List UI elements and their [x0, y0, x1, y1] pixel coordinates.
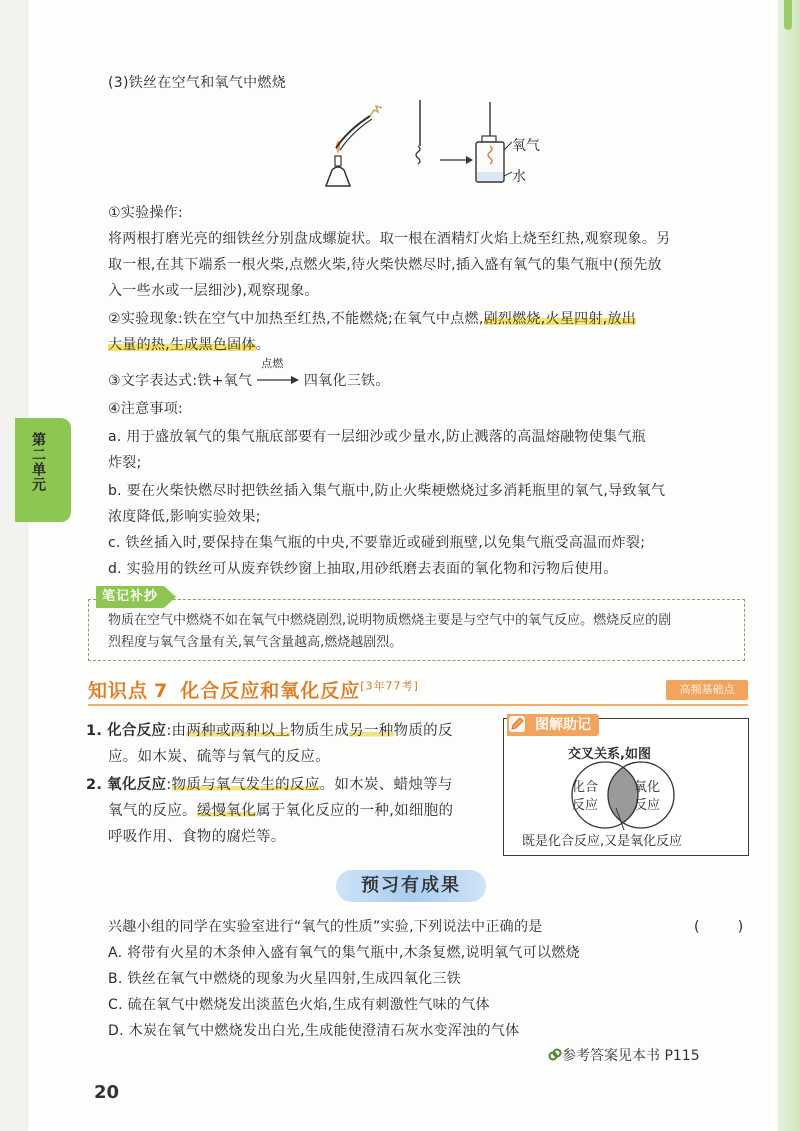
ops-heading: ①实验操作:: [108, 205, 184, 221]
answer-blank[interactable]: ( ): [694, 919, 744, 935]
diagram-caption: 既是化合反应,又是氧化反应: [522, 834, 683, 849]
definition-line: [86, 718, 453, 744]
definition-text: 。如木炭、蜡烛等与: [319, 777, 453, 793]
definition-term: 化合反应: [107, 723, 167, 739]
definition-highlight: 两种或两种以上: [186, 723, 290, 739]
venn-right-label: [634, 779, 660, 815]
note-b: 浓度降低,影响实验效果;: [108, 509, 261, 525]
phenomenon-highlight: 剧烈燃烧,火星四射,放出: [483, 311, 637, 327]
notes-heading: ④注意事项:: [108, 401, 184, 417]
phenomenon-line: [108, 306, 636, 332]
knowledge-number: 7: [154, 680, 169, 702]
definition-line: [108, 798, 453, 824]
section-title: (3)铁丝在空气和氧气中燃烧: [108, 75, 287, 91]
page-edge: [778, 0, 800, 1131]
definition-text: 物质生成: [289, 723, 350, 739]
label-water: 水: [512, 169, 526, 185]
definition-number: 1.: [86, 723, 103, 739]
option-a[interactable]: A. 将带有火星的木条伸入盛有氧气的集气瓶中,木条复燃,说明氧气可以燃烧: [108, 945, 580, 961]
definition-term: 氧化反应: [107, 777, 167, 793]
diagram-title: 交叉关系,如图: [568, 747, 651, 762]
diagram-tag: 图解助记: [507, 714, 599, 736]
venn-left-label: [572, 779, 598, 815]
knowledge-tag: [3年77考]: [360, 679, 419, 693]
pointer-line: [614, 808, 626, 830]
venn-right-label-line: 反应: [634, 798, 661, 813]
ops-line: 入一些水或一层细沙),观察现象。: [108, 283, 319, 299]
note-d: d. 实验用的铁丝可从废弃铁纱窗上抽取,用砂纸磨去表面的氧化物和污物后使用。: [108, 561, 618, 577]
note-box-line: 烈程度与氧气含量有关,氧气含量越高,燃烧越剧烈。: [108, 635, 403, 650]
word-equation: [108, 357, 390, 394]
definition-line: 应。如木炭、硫等与氧气的反应。: [108, 749, 330, 765]
equation-product: 四氧化三铁。: [303, 373, 390, 389]
gas-bottle-icon: [476, 102, 512, 182]
knowledge-prefix: 知识点: [88, 680, 149, 702]
label-oxygen: 氧气: [512, 138, 540, 154]
iron-wire-icon: [416, 100, 420, 164]
option-d[interactable]: D. 木炭在氧气中燃烧发出白光,生成能使澄清石灰水变浑浊的气体: [108, 1023, 520, 1039]
arrow-icon: [440, 156, 473, 164]
venn-left-label-line: 化合: [572, 780, 599, 795]
knowledge-divider: [88, 704, 748, 706]
pencil-icon: [508, 715, 526, 733]
knowledge-name: 化合反应和氧化反应: [180, 680, 361, 702]
note-b: b. 要在火柴快燃尽时把铁丝插入集气瓶中,防止火柴梗燃烧过多消耗瓶里的氧气,导致氧气: [108, 483, 666, 499]
link-icon: [548, 1048, 562, 1062]
definition-text: :由: [166, 723, 187, 739]
phenomenon-text: 。: [255, 337, 271, 353]
note-a: a. 用于盛放氧气的集气瓶底部要有一层细沙或少量水,防止溅落的高温熔融物使集气瓶: [108, 429, 646, 445]
definition-text: :: [166, 777, 172, 793]
venn-right-label-line: 氧化: [634, 780, 661, 795]
preview-banner: 预习有成果: [336, 870, 486, 902]
definition-text: 属于氧化反应的一种,如细胞的: [256, 803, 454, 819]
note-c: c. 铁丝插入时,要保持在集气瓶的中央,不要靠近或碰到瓶壁,以免集气瓶受高温而炸裂;: [108, 535, 646, 551]
alcohol-lamp-icon: [326, 140, 350, 186]
definition-highlight: 另一种: [349, 723, 394, 739]
definition-line: 呼吸作用、食物的腐烂等。: [108, 829, 286, 845]
reaction-condition: 点燃: [261, 357, 284, 370]
unit-side-tab[interactable]: [15, 418, 71, 522]
frequency-badge: 高频基础点: [666, 680, 748, 700]
option-b[interactable]: B. 铁丝在氧气中燃烧的现象为火星四射,生成四氧化三铁: [108, 971, 462, 987]
note-box-tag: 笔记补抄: [96, 586, 164, 608]
equation-reactants: ③文字表达式:铁+氧气: [108, 373, 253, 389]
definition-text: 氧气的反应。: [108, 803, 197, 819]
phenomenon-highlight: 大量的热,生成黑色固体: [108, 337, 256, 353]
phenomenon-text: ②实验现象:铁在空气中加热至红热,不能燃烧;在氧气中点燃,: [108, 311, 484, 327]
ops-line: 取一根,在其下端系一根火柴,点燃火柴,待火柴快燃尽时,插入盛有氧气的集气瓶中(预先放: [108, 257, 662, 273]
definition-number: 2.: [86, 777, 103, 793]
option-c[interactable]: C. 硫在氧气中燃烧发出淡蓝色火焰,生成有刺激性气味的气体: [108, 997, 490, 1013]
ops-line: 将两根打磨光亮的细铁丝分别盘成螺旋状。取一根在酒精灯火焰上烧至红热,观察现象。另: [108, 231, 671, 247]
knowledge-title: [88, 676, 419, 703]
unit-side-tab-label: 第二单元: [30, 432, 46, 492]
page-number: 20: [94, 1082, 120, 1103]
venn-left-label-line: 反应: [572, 798, 599, 813]
answer-reference[interactable]: 参考答案见本书 P115: [562, 1048, 700, 1064]
definition-line: [86, 772, 453, 798]
question-stem: 兴趣小组的同学在实验室进行“氧气的性质”实验,下列说法中正确的是: [108, 919, 543, 935]
phenomenon-line: [108, 332, 270, 358]
definition-highlight: 缓慢氧化: [196, 803, 257, 819]
definition-text: 物质的反: [393, 723, 453, 739]
note-box-line: 物质在空气中燃烧不如在氧气中燃烧剧烈,说明物质燃烧主要是与空气中的氧气反应。燃烧反应的剧: [108, 613, 672, 628]
definition-highlight: 物质与氧气发生的反应: [171, 777, 320, 793]
reaction-arrow: [257, 357, 299, 391]
tongs-icon: [336, 106, 382, 150]
note-a: 炸裂;: [108, 455, 142, 471]
